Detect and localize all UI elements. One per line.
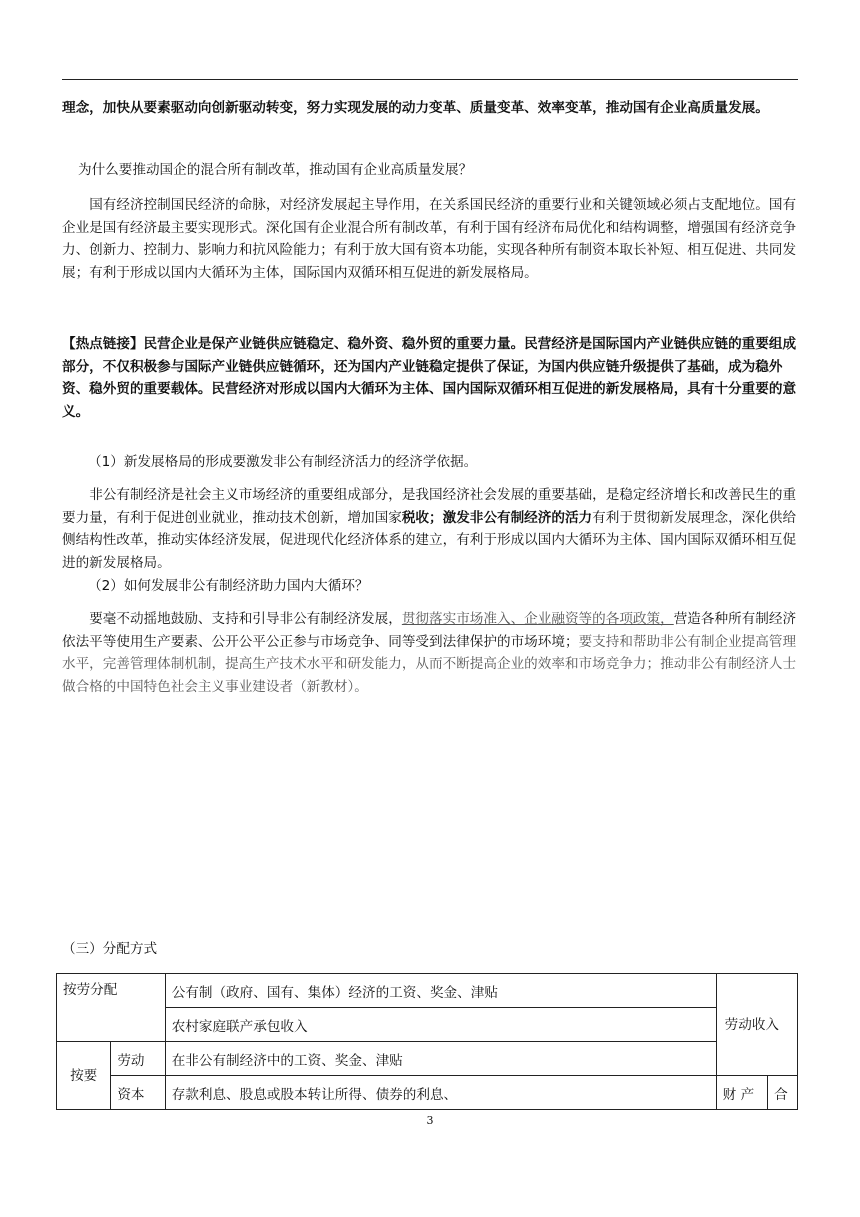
answer-1-text-b: 有利于贯彻新发展理念，深化供给侧结构性改革，推动实体经济发展，促进现代化经济体系的建立，有利于形成以国内大循环为主体、国内国际双循环相互促进的新发展格局。 [62,509,797,571]
cell-combined: 合 [768,1076,798,1110]
table-row [57,1042,798,1076]
cell-capital-income: 存款利息、股息或股本转让所得、债券的利息、 [165,1076,716,1110]
answer-2-underlined: 贯彻落实市场准入、企业融资等的各项政策， [401,611,674,627]
question-mixed-ownership: 为什么要推动国企的混合所有制改革，推动国有企业高质量发展？ [78,162,473,178]
answer-2-text-a: 要毫不动摇地鼓励、支持和引导非公有制经济发展， [89,611,402,627]
answer-2-text-c: 要支持和帮助非公有制企业提高管理水平，完善管理体制机制，提高生产技术水平和研发能力，从而不断提高企业的效率和市场竞争力；推动非公有制经济人士做合格的中国特色社会主义事业建设者（新教材）。 [62,633,797,695]
cell-public-wages: 公有制（政府、国有、集体）经济的工资、奖金、津贴 [165,974,716,1008]
answer-mixed-ownership: 国有经济控制国民经济的命脉，对经济发展起主导作用，在关系国民经济的重要行业和关键领域必须占支配地位。国有企业是国有经济最主要实现形式。深化国有企业混合所有制改革，有利于国有经济布局优化和结构调整，增强国有经济竞争力、创新力、控制力、影响力和抗风险能力；有利于放大国有资本功能，实现各种所有制资本取长补短、相互促进、共同发展；有利于形成以国内大循环为主体，国际国内双循环相互促进的新发展格局。 [62,197,797,281]
distribution-table [56,973,798,1110]
hot-link-paragraph: 【热点链接】民营企业是保产业链供应链稳定、稳外资、稳外贸的重要力量。民营经济是国际国内产业链供应链的重要组成部分，不仅积极参与国际产业链供应链循环，还为国内产业链稳定提供了保证，为国内供应链升级提供了基础，成为稳外资、稳外贸的重要载体。民营经济对形成以国内大循环为主体、国内国际双循环相互促进的新发展格局，具有十分重要的意义。 [62,336,797,420]
cell-labor-income: 劳动收入 [716,974,797,1076]
section-title-distribution: （三）分配方式 [62,941,158,957]
table-row [57,974,798,1008]
paragraph-intro: 理念，加快从要素驱动向创新驱动转变，努力实现发展的动力变革、质量变革、效率变革，推动国有企业高质量发展。 [62,100,769,116]
page-number: 3 [426,1114,434,1127]
answer-2 [62,608,798,698]
answer-1-bold: 税收；激发非公有制经济的活力 [401,509,593,526]
answer-1 [62,484,798,574]
cell-rural-contract-income: 农村家庭联产承包收入 [165,1008,716,1042]
question-1: （1）新发展格局的形成要激发非公有制经济活力的经济学依据。 [88,454,478,470]
answer-2-text-b: 营造各种所有制经济依法平等使用生产要素、公开公平公正参与市场竞争、同等受到法律保护的市场环境； [62,611,797,650]
answer-1-text-a: 非公有制经济是社会主义市场经济的重要组成部分，是我国经济社会发展的重要基础，是稳定经济增长和改善民生的重要力量，有利于促进创业就业，推动技术创新，增加国家 [62,487,797,526]
cell-property: 财 产 [716,1076,767,1110]
table-row [57,1076,798,1110]
header-rule [62,79,798,80]
cell-by-factor: 按要 [57,1042,111,1110]
cell-distribution-by-labor: 按劳分配 [57,974,166,1042]
cell-labor: 劳动 [111,1042,165,1076]
cell-nonpublic-wages: 在非公有制经济中的工资、奖金、津贴 [165,1042,716,1076]
table-row [57,1008,798,1042]
question-2: （2）如何发展非公有制经济助力国内大循环？ [88,578,369,594]
cell-capital: 资本 [111,1076,165,1110]
